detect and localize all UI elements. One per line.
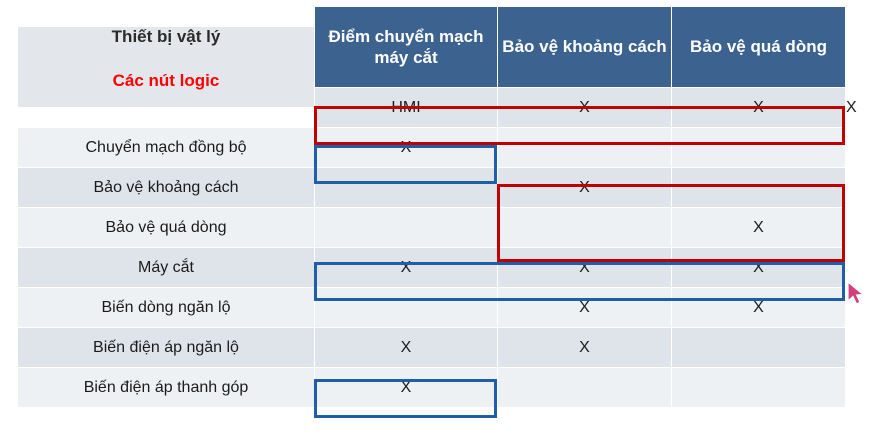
- cell-6-1: X: [498, 328, 672, 368]
- mouse-pointer-icon: [847, 281, 867, 307]
- cell-2-0: [315, 168, 498, 208]
- table-row: HMI X X X: [18, 88, 846, 128]
- cell-4-0: X: [315, 248, 498, 288]
- row-label-1: Chuyển mạch đồng bộ: [18, 128, 315, 168]
- column-header-0: Điểm chuyển mạch máy cắt: [315, 7, 498, 88]
- cell-3-0: [315, 208, 498, 248]
- row-label-6: Biến điện áp ngăn lộ: [18, 328, 315, 368]
- device-function-matrix: [17, 6, 857, 408]
- corner-bottom-label: Các nút logic: [18, 71, 314, 107]
- column-header-1: Bảo vệ khoảng cách: [498, 7, 672, 88]
- table-row: [18, 288, 846, 328]
- table-row: [18, 208, 846, 248]
- cell-7-1: [498, 368, 672, 408]
- table-header-row: [18, 7, 846, 88]
- row-label-2: Bảo vệ khoảng cách: [18, 168, 315, 208]
- cell-5-0: [315, 288, 498, 328]
- cell-7-2: [672, 368, 846, 408]
- cell-0-0: X: [498, 88, 672, 128]
- row-label-3: Bảo vệ quá dòng: [18, 208, 315, 248]
- cell-0-1: X: [672, 88, 846, 128]
- cell-4-2: X: [672, 248, 846, 288]
- cell-1-1: [498, 128, 672, 168]
- cell-3-1: [498, 208, 672, 248]
- table-row: [18, 328, 846, 368]
- row-label-5: Biến dòng ngăn lộ: [18, 288, 315, 328]
- row-label-4: Máy cắt: [18, 248, 315, 288]
- cell-7-0: X: [315, 368, 498, 408]
- cell-5-2: X: [672, 288, 846, 328]
- table-row: [18, 368, 846, 408]
- column-header-2: Bảo vệ quá dòng: [672, 7, 846, 88]
- cell-3-2: X: [672, 208, 846, 248]
- cell-2-1: X: [498, 168, 672, 208]
- row-label-0: HMI: [315, 88, 498, 128]
- cell-5-1: X: [498, 288, 672, 328]
- matrix-table: [17, 6, 857, 408]
- cell-6-0: X: [315, 328, 498, 368]
- table-row: [18, 128, 846, 168]
- cell-4-1: X: [498, 248, 672, 288]
- table-row: [18, 168, 846, 208]
- table-row: [18, 248, 846, 288]
- cell-1-0: X: [315, 128, 498, 168]
- cell-1-2: [672, 128, 846, 168]
- corner-top-label: Thiết bị vật lý: [18, 27, 314, 71]
- cell-2-2: [672, 168, 846, 208]
- cell-6-2: [672, 328, 846, 368]
- row-label-7: Biến điện áp thanh góp: [18, 368, 315, 408]
